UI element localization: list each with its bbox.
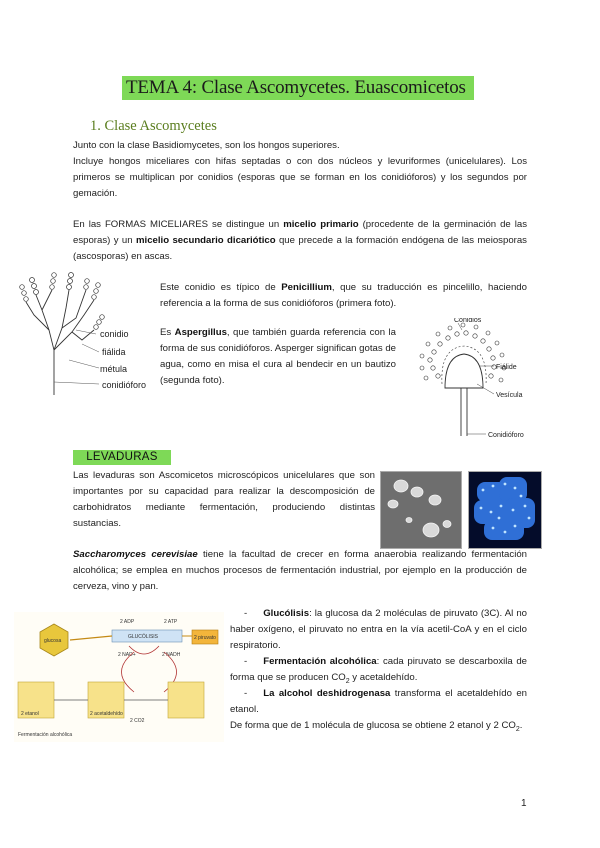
conclusion xyxy=(230,718,527,734)
aspergillus-label-fialide: Fiálide xyxy=(496,364,517,371)
bold-term: La alcohol deshidrogenasa xyxy=(263,688,391,699)
page-title: TEMA 4: Clase Ascomycetes. Euascomicetos xyxy=(126,77,466,98)
text: : la glucosa da 2 moléculas de piruvato (3C). Al no haber oxígeno, el piruvato no entra en la vía acetil-CoA y en el ciclo respiratorio. xyxy=(230,608,527,651)
subscript: 2 xyxy=(345,677,350,685)
diagram-2adp: 2 ADP xyxy=(120,619,135,625)
text: : cada piruvato se descarboxila de forma que se producen CO xyxy=(230,656,528,683)
penicillium-drawing xyxy=(14,270,164,400)
diagram-etanol: 2 etanol xyxy=(21,711,39,717)
bold-term: micelio secundario dicariótico xyxy=(136,235,276,246)
levaduras-paragraph: Las levaduras son Ascomicetos microscópicos unicelulares que son importantes por su capacidad para realizar la descomposición de carbohidratos mediante fermentación, produciendo distintas sustancias. xyxy=(73,470,375,529)
text: tiene la facultad de crecer en forma anaerobia realizando fermentación alcohólica; se emplea en muchos procesos de fermentación industrial, por ejemplo en la producción de cerveza, vino y pan. xyxy=(73,549,527,592)
text: y acetaldehído. xyxy=(349,672,418,683)
diagram-nadh: 2 NADH xyxy=(162,652,181,658)
alcoholic-fermentation-diagram xyxy=(14,612,224,742)
diagram-co2: 2 CO2 xyxy=(130,718,145,724)
yeast-micrograph-photo xyxy=(380,471,462,549)
aspergillus-paragraph xyxy=(160,325,396,389)
bold-term: Aspergillus xyxy=(174,327,227,338)
diagram-2atp: 2 ATP xyxy=(164,619,178,625)
levaduras-heading: LEVADURAS xyxy=(73,450,171,465)
bullet-dash: - xyxy=(244,656,248,667)
bullet-dash: - xyxy=(244,688,248,699)
penicillium-paragraph xyxy=(160,280,527,312)
penicillium-label-fialida: fiálida xyxy=(102,347,126,357)
diagram-caption: Fermentación alcohólica xyxy=(18,732,73,738)
bold-term: Glucólisis xyxy=(263,608,310,619)
diagram-nad: 2 NAD+ xyxy=(118,652,136,658)
bullet-item xyxy=(230,654,527,686)
species-name: Saccharomyces cerevisiae xyxy=(73,549,198,560)
text: Este conidio es típico de xyxy=(160,282,282,293)
aspergillus-drawing xyxy=(400,318,530,446)
intro-paragraph: Incluye hongos miceliares con hifas septadas o con dos núcleos y levuriformes (unicelulares). Los primeros se multiplican por conidios (esporas que se forman en los conidióforos) y los segundos por gemación. xyxy=(73,156,527,199)
bullet-item xyxy=(230,606,527,654)
subscript: 2 xyxy=(515,725,520,733)
text: , que también guarda referencia con la forma de sus conidióforos. Asperger significan gotas de agua, como en misa el cura al bendecir en un bautizo (segunda foto). xyxy=(160,327,396,386)
bold-term: Penicillium xyxy=(281,282,332,293)
text: , que su traducción es pincelillo, haciendo referencia a la forma de sus conidióforos (primera foto). xyxy=(160,282,527,309)
aspergillus-label-conidios: Conidios xyxy=(454,318,482,324)
text: En las FORMAS MICELIARES se distingue un xyxy=(73,219,284,230)
diagram-glucolisis: GLUCÓLISIS xyxy=(128,634,159,640)
title-highlight xyxy=(122,76,474,100)
text: que precede a la formación endógena de las meiosporas (ascosporas) en ascas. xyxy=(73,235,527,262)
aspergillus-label-vesicula: Vesícula xyxy=(496,392,523,399)
bullet-dash: - xyxy=(244,608,248,619)
penicillium-label-conidio: conidio xyxy=(100,329,129,339)
diagram-acetaldehido: 2 acetaldehído xyxy=(90,711,123,717)
penicillium-label-metula: métula xyxy=(100,364,128,374)
aspergillus-label-conidioforo: Conidióforo xyxy=(488,432,524,439)
yeast-fluorescence-photo xyxy=(468,471,542,549)
diagram-piruvato: 2 piruvato xyxy=(194,635,216,641)
section-heading: 1. Clase Ascomycetes xyxy=(90,118,217,134)
bold-term: micelio primario xyxy=(283,219,359,230)
diagram-glucosa: glucosa xyxy=(44,638,62,644)
text: Es xyxy=(160,327,175,338)
saccharomyces-paragraph xyxy=(73,547,527,595)
penicillium-label-conidioforo: conidióforo xyxy=(102,380,147,390)
bullet-item xyxy=(230,686,527,718)
text: De forma que de 1 molécula de glucosa se obtiene 2 etanol y 2 CO xyxy=(230,720,516,731)
intro-line1: Junto con la clase Basidiomycetes, son los hongos superiores. xyxy=(73,140,340,151)
text: (procedente de la germinación de las esporas) y un xyxy=(73,219,527,246)
bold-term: Fermentación alcohólica xyxy=(263,656,377,667)
bullet-list xyxy=(230,606,527,734)
page-number: 1 xyxy=(521,798,527,809)
formas-paragraph xyxy=(73,217,527,265)
text: . xyxy=(519,720,523,731)
text: transforma el acetaldehído en etanol. xyxy=(230,688,527,715)
